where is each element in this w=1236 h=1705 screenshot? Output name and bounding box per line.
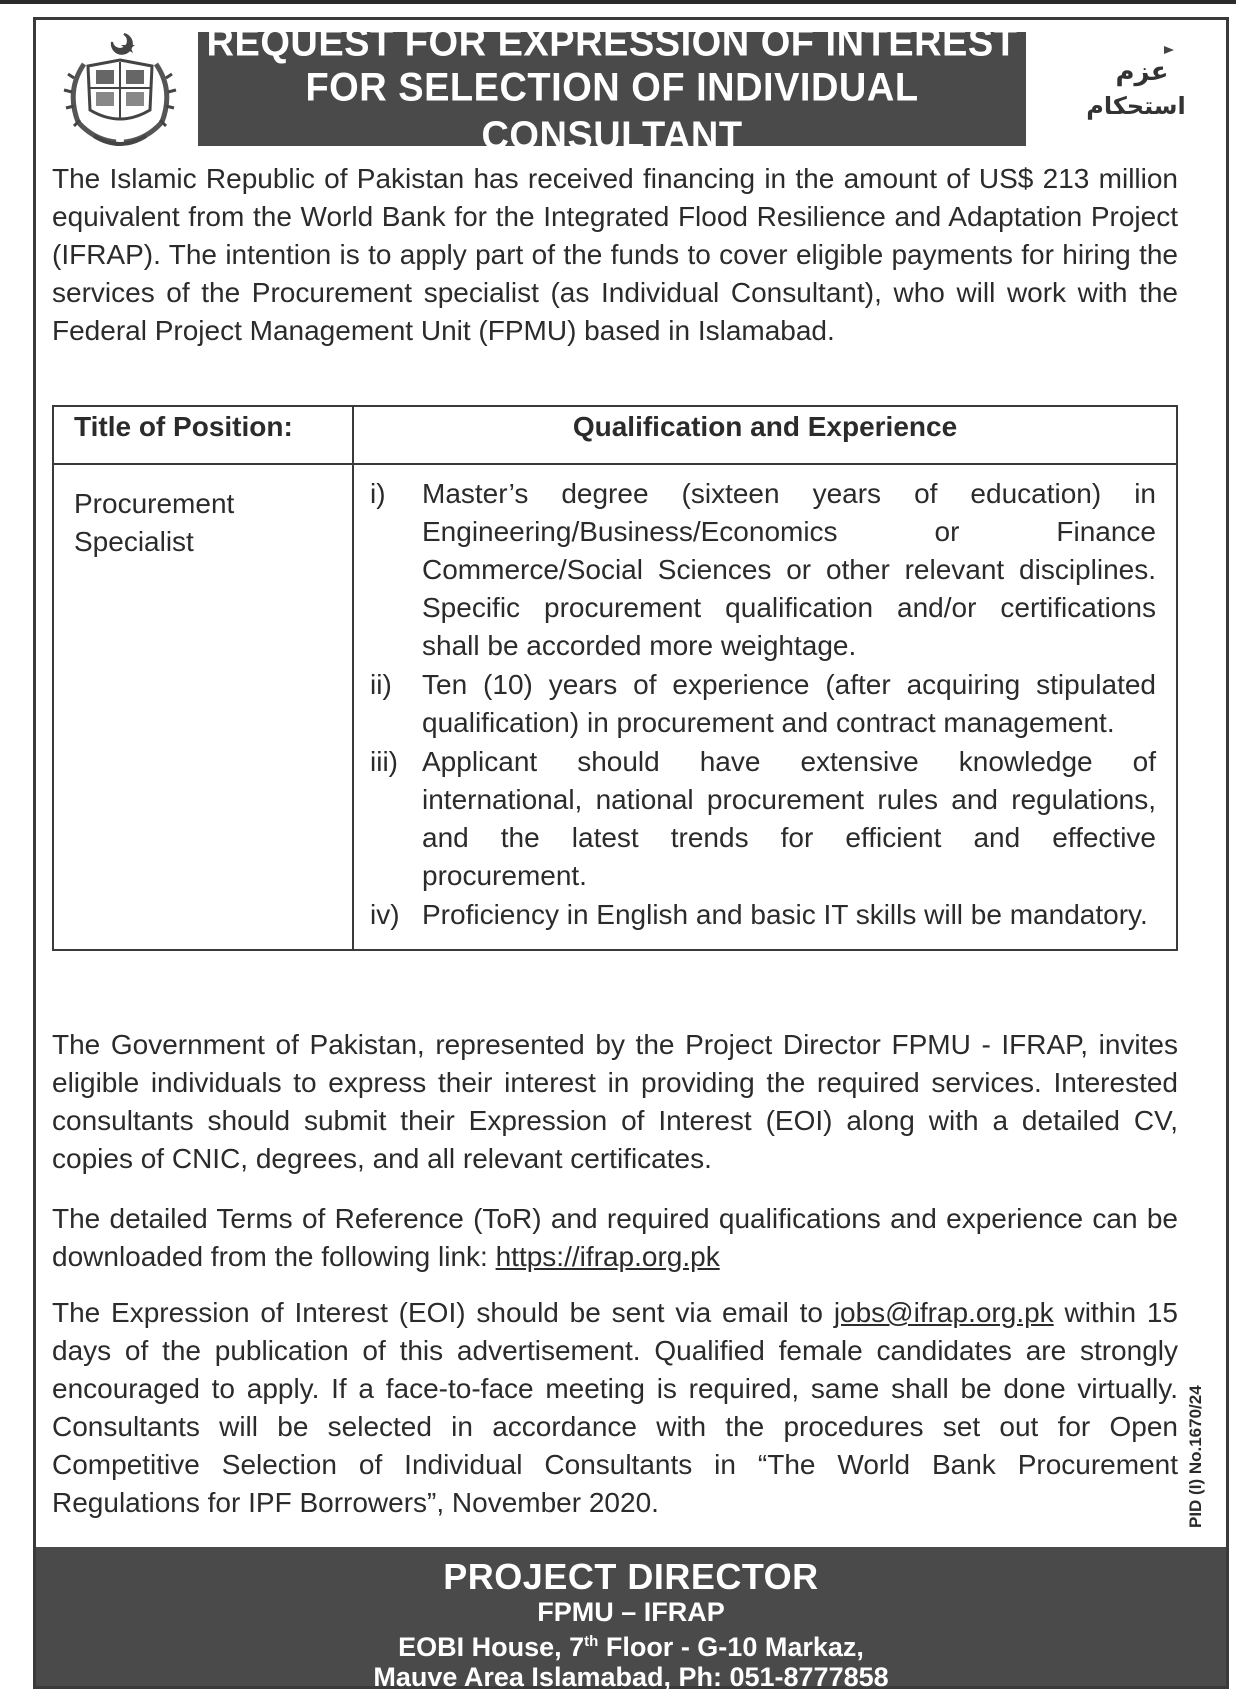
list-item	[370, 896, 1156, 934]
address-pre: EOBI House, 7	[398, 1632, 585, 1662]
intro-paragraph: The Islamic Republic of Pakistan has received financing in the amount of US$ 213 million equivalent from the World Bank for the Integrated Flood Resilience and Adaptation Project (IFRAP). The intention is to apply part of the funds to cover eligible payments for hiring the services of the Procurement specialist (as Individual Consultant), who will work with the Federal Project Management Unit (FPMU) based in Islamabad.	[52, 163, 1178, 346]
eoi-paragraph	[52, 1294, 1178, 1522]
address-post: Floor - G-10 Markaz,	[598, 1632, 864, 1662]
eoi-text-after: within 15 days of the publication of this advertisement. Qualified female candidates are strongly encouraged to apply. If a face-to-face meeting is required, same shall be done virtually. Consultants will be selected in accordance with the procedures set out for Open Competitive Selection of Individual Consultants in “The World Bank Procurement Regulations for IPF Borrowers”, November 2020.	[52, 1297, 1179, 1518]
item-number: iii)	[370, 746, 398, 777]
footer-address-1	[36, 1627, 1226, 1662]
footer-title: PROJECT DIRECTOR	[443, 1556, 819, 1597]
item-number: iv)	[370, 899, 400, 930]
footer-address-2: Mauve Area Islamabad, Ph: 051-8777858	[373, 1662, 889, 1692]
item-text: Ten (10) years of experience (after acquiring stipulated qualification) in procurement and contract management.	[422, 669, 1156, 738]
item-number: ii)	[370, 669, 392, 700]
eoi-text-before: The Expression of Interest (EOI) should be sent via email to	[52, 1297, 834, 1328]
col-header-qualification: Qualification and Experience	[353, 406, 1177, 464]
tor-link[interactable]: https://ifrap.org.pk	[495, 1241, 720, 1272]
footer-unit: FPMU – IFRAP	[537, 1597, 725, 1627]
title-line-1: REQUEST FOR EXPRESSION OF INTEREST	[206, 20, 1018, 66]
item-text: Applicant should have extensive knowledge of international, national procurement rules and regulations, and the latest trends for efficient and effective procurement.	[422, 746, 1156, 891]
tor-text: The detailed Terms of Reference (ToR) and required qualifications and experience can be downloaded from the following link:	[52, 1203, 1178, 1272]
item-number: i)	[370, 478, 386, 509]
top-rule	[0, 0, 1236, 4]
footer-banner	[36, 1547, 1226, 1692]
logo-text-1: عزم	[1115, 57, 1169, 87]
position-table	[52, 405, 1178, 951]
table-row	[53, 464, 1177, 950]
qualification-list	[353, 464, 1177, 950]
list-item	[370, 666, 1156, 742]
position-title: Procurement Specialist	[53, 464, 353, 950]
item-text: Proficiency in English and basic IT skills will be mandatory.	[422, 899, 1148, 930]
tor-paragraph	[52, 1200, 1178, 1276]
header	[60, 20, 1200, 159]
list-item	[370, 475, 1156, 665]
list-item	[370, 743, 1156, 895]
title-banner	[198, 20, 1026, 159]
government-emblem-icon	[60, 30, 180, 154]
item-text: Master’s degree (sixteen years of education) in Engineering/Business/Economics or Finance Commerce/Social Sciences or other relevant disciplines. Specific procurement qualification and/or certifications shall be accorded more weightage.	[422, 478, 1156, 661]
logo-text-2: استحکام	[1086, 92, 1186, 120]
col-header-position: Title of Position:	[53, 406, 353, 464]
table-header-row	[53, 406, 1177, 464]
email-link[interactable]: jobs@ifrap.org.pk	[833, 1297, 1054, 1328]
address-sup: th	[584, 1633, 599, 1650]
invite-paragraph: The Government of Pakistan, represented by the Project Director FPMU - IFRAP, invites eligible individuals to express their interest in providing the required services. Interested consultants should submit their Expression of Interest (EOI) along with a detailed CV, copies of CNIC, degrees, and all relevant certificates.	[52, 1029, 1178, 1174]
pid-number: PID (I) No.1670/24	[1186, 1385, 1205, 1528]
azm-e-istehkam-logo-icon	[1056, 32, 1186, 140]
title-line-2: FOR SELECTION OF INDIVIDUAL CONSULTANT	[305, 65, 919, 159]
